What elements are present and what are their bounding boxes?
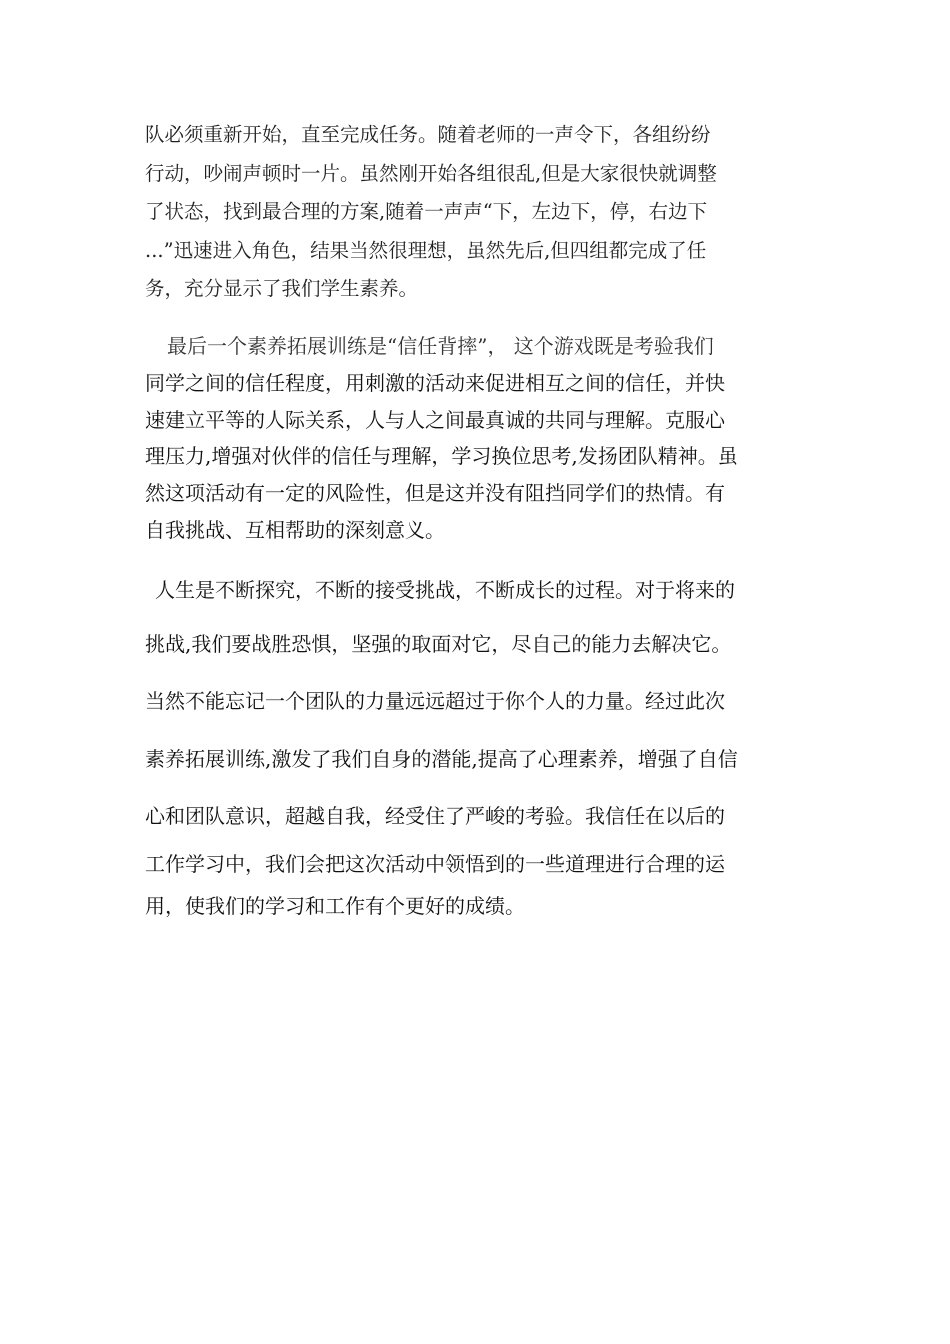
paragraph-line: 工作学习中，我们会把这次活动中领悟到的一些道理进行合理的运: [145, 852, 725, 876]
paragraph-line: 了状态，找到最合理的方案,随着一声声“下，左边下，停，右边下: [145, 200, 708, 223]
paragraph-line: ...”迅速进入角色，结果当然很理想，虽然先后,但四组都完成了任: [145, 238, 707, 262]
paragraph-line: 用，使我们的学习和工作有个更好的成绩。: [145, 894, 525, 918]
paragraph-line: 人生是不断探究，不断的接受挑战，不断成长的过程。对于将来的: [155, 578, 735, 602]
paragraph-line: 自我挑战、互相帮助的深刻意义。: [145, 517, 445, 542]
paragraph-line: 同学之间的信任程度，用刺激的活动来促进相互之间的信任，并快: [145, 370, 725, 395]
paragraph-line: 然这项活动有一定的风险性，但是这并没有阻挡同学们的热情。有: [145, 481, 725, 506]
paragraph-line: 务，充分显示了我们学生素养。: [145, 277, 419, 300]
paragraph-line: 理压力,增强对伙伴的信任与理解，学习换位思考,发扬团队精神。虽: [145, 444, 738, 469]
paragraph-line: 行动，吵闹声顿时一片。虽然刚开始各组很乱,但是大家很快就调整: [145, 161, 717, 185]
paragraph-2: [145, 328, 810, 549]
paragraph-line: 素养拓展训练,激发了我们自身的潜能,提高了心理素养，增强了自信: [145, 747, 738, 771]
paragraph-1: [145, 116, 810, 309]
paragraph-line: 当然不能忘记一个团队的力量远远超过于你个人的力量。经过此次: [145, 689, 725, 713]
paragraph-line: 最后一个素养拓展训练是“信任背摔”， 这个游戏既是考验我们: [167, 334, 714, 358]
paragraph-line: 队必须重新开始，直至完成任务。随着老师的一声令下，各组纷纷: [145, 123, 711, 146]
paragraph-line: 速建立平等的人际关系，人与人之间最真诚的共同与理解。克服心: [145, 407, 725, 432]
paragraph-line: 挑战,我们要战胜恐惧，坚强的取面对它，尽自己的能力去解决它。: [145, 632, 732, 656]
paragraph-line: 心和团队意识，超越自我，经受住了严峻的考验。我信任在以后的: [145, 804, 725, 828]
